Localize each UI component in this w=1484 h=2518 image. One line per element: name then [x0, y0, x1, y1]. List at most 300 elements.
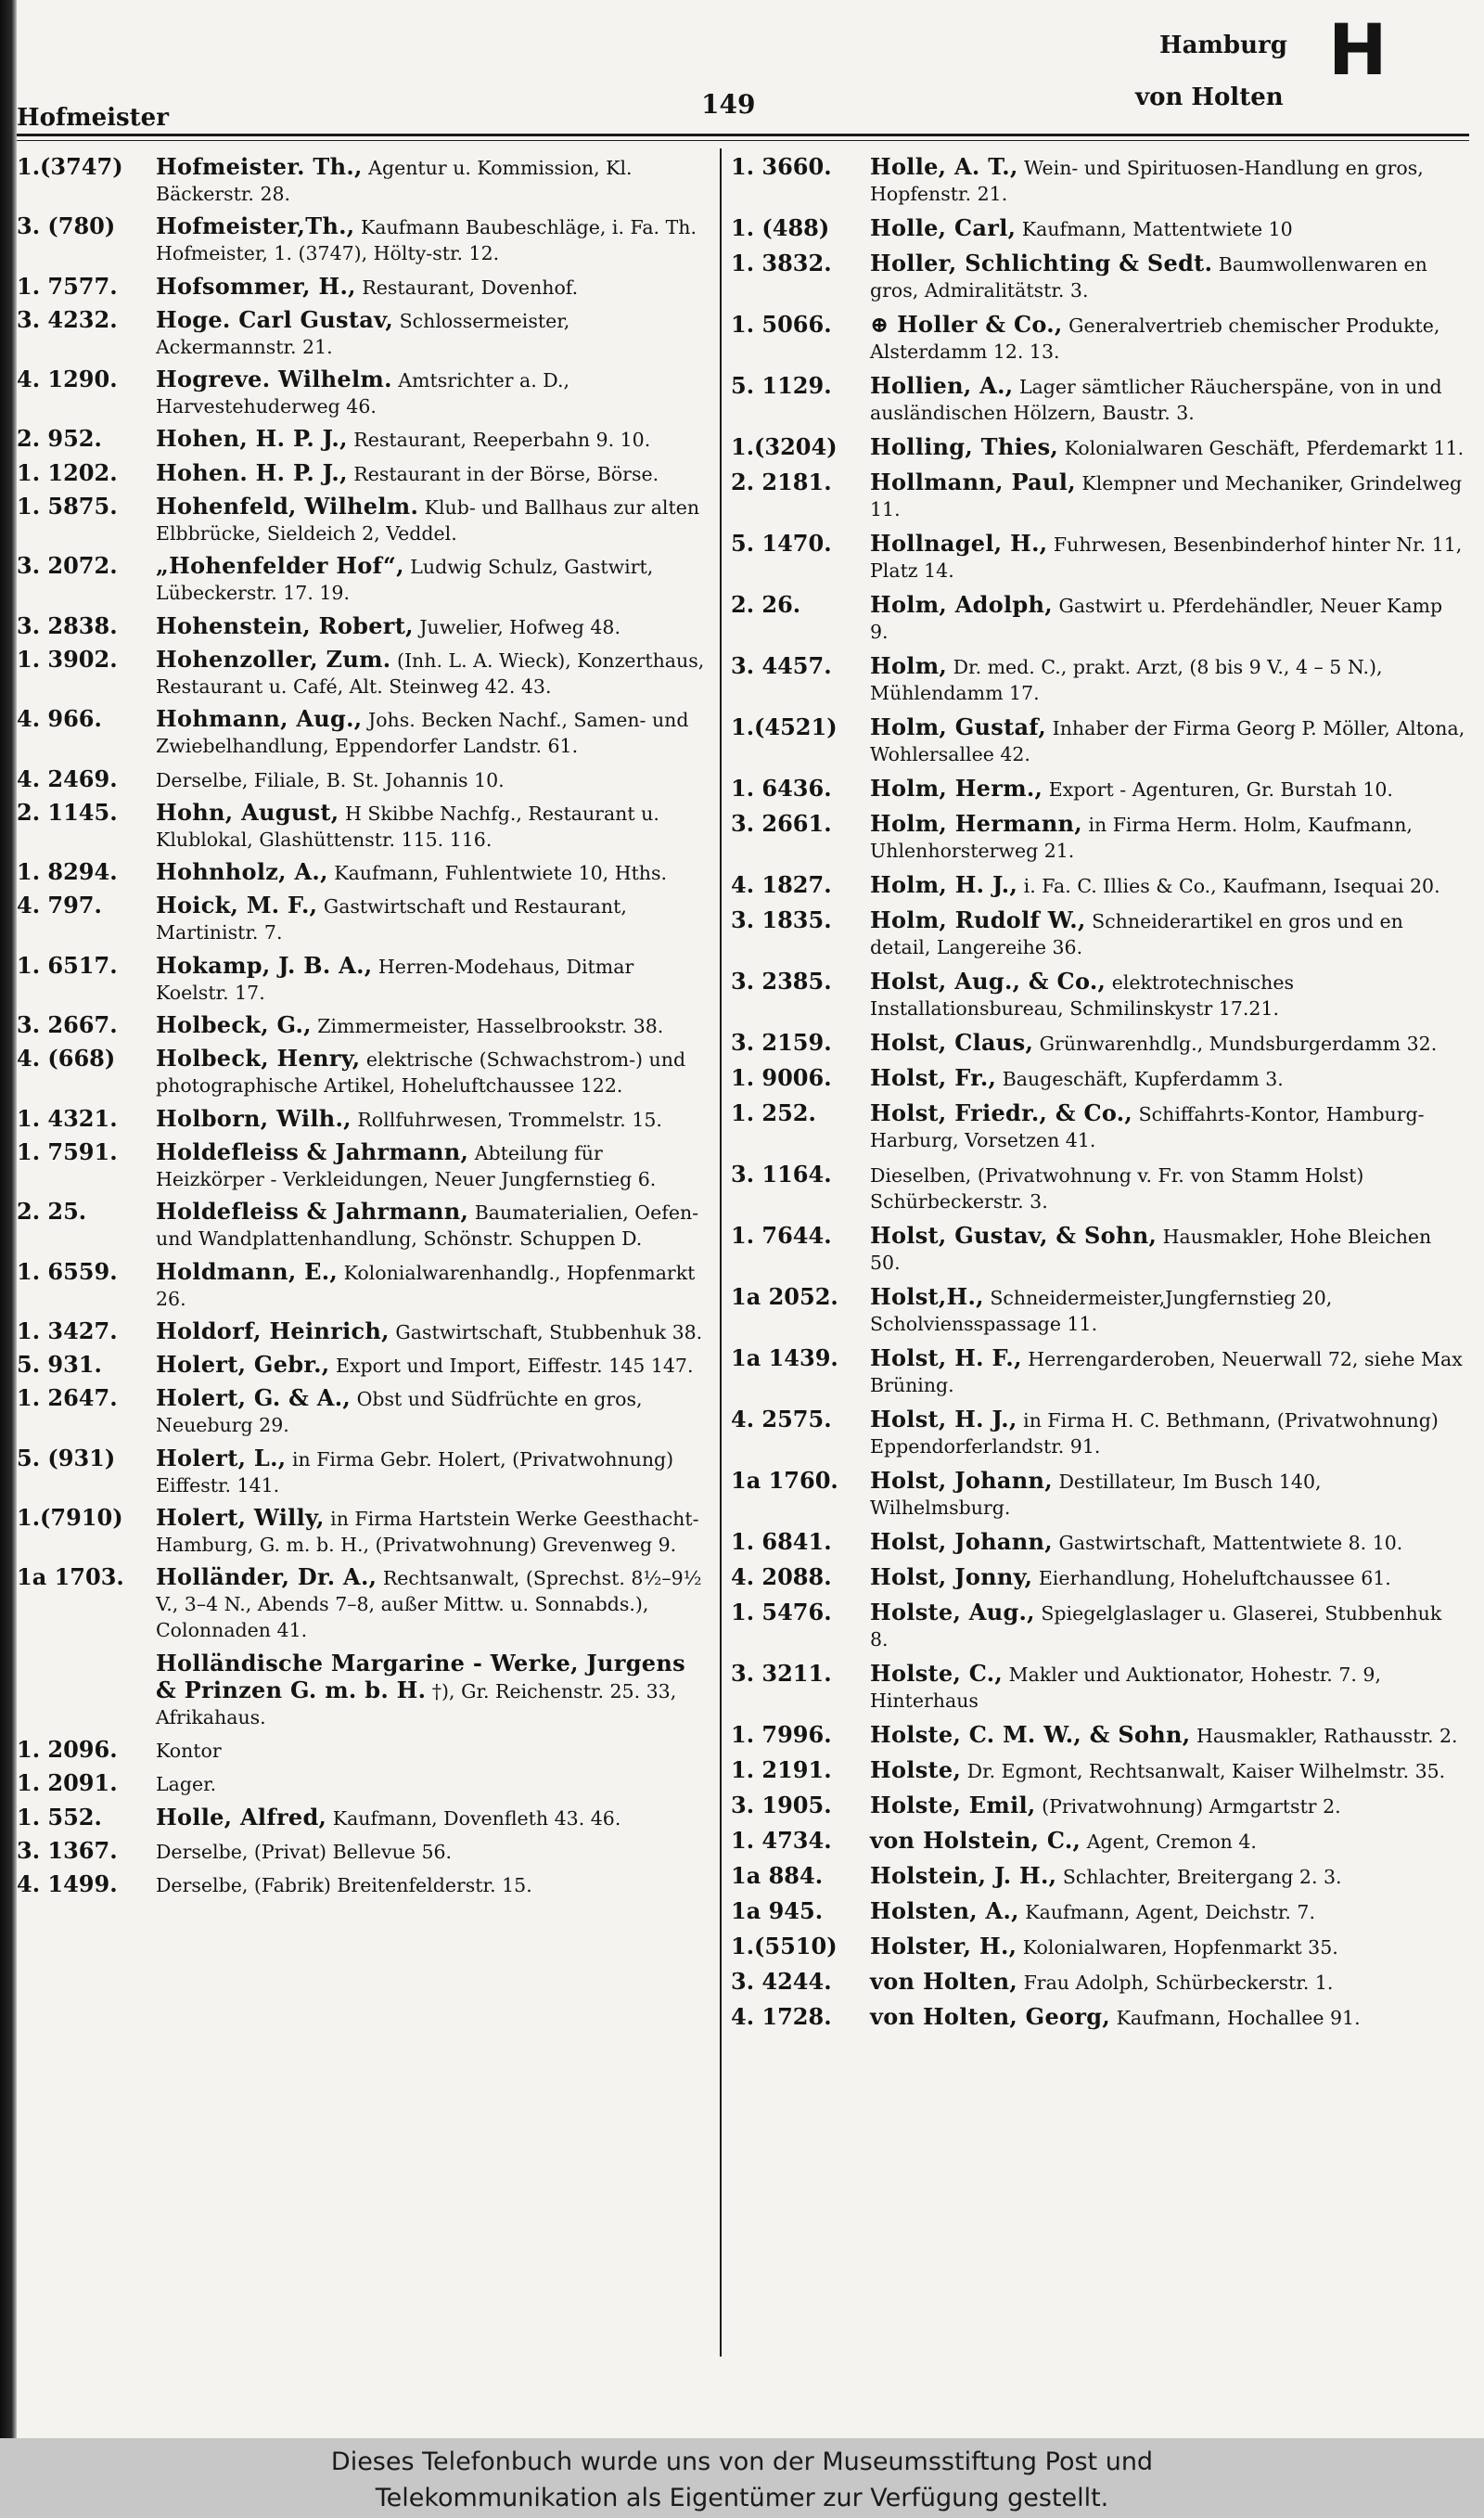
- subscriber-name: Holst, Johann,: [870, 1528, 1053, 1555]
- entry-details: Agent, Cremon 4.: [1086, 1831, 1257, 1853]
- directory-entry: [731, 1722, 1465, 1749]
- directory-entry: [17, 1564, 708, 1643]
- phone-number: 1. 7996.: [731, 1721, 832, 1748]
- directory-entry: [17, 426, 708, 453]
- subscriber-name: Holst, Jonny,: [870, 1563, 1033, 1590]
- phone-number: 1. 2091.: [17, 1769, 118, 1797]
- directory-entry: [731, 907, 1465, 960]
- subscriber-name: Holbeck, Henry,: [156, 1045, 361, 1073]
- phone-number: 1.(5510): [731, 1933, 838, 1959]
- entry-details: Export und Import, Eiffestr. 145 147.: [335, 1355, 694, 1378]
- directory-entry: [17, 766, 708, 793]
- phone-number: 1. 3660.: [731, 153, 832, 180]
- phone-number: 3. 1905.: [731, 1792, 832, 1818]
- entry-details: Spiegelglaslager u. Glaserei, Stubbenhuk 8.: [870, 1602, 1442, 1651]
- subscriber-name: Holste,: [870, 1756, 962, 1783]
- directory-entry: [17, 213, 708, 266]
- phone-number: 1. 2647.: [17, 1384, 118, 1412]
- phone-number: 1. 9006.: [731, 1064, 832, 1091]
- directory-entry: [17, 1046, 708, 1098]
- directory-entry: [731, 251, 1465, 303]
- phone-number: 2. 1145.: [17, 798, 118, 826]
- phone-number: 3. 4232.: [17, 305, 118, 333]
- directory-entry: [731, 776, 1465, 803]
- phone-number: 1. 4321.: [17, 1104, 118, 1132]
- phone-number: 1. 6841.: [731, 1528, 832, 1555]
- left-column: [17, 154, 708, 1905]
- directory-entry: [17, 154, 708, 207]
- directory-entry: [731, 1599, 1465, 1652]
- entry-details: Schiffahrts-Kontor, Hamburg-Harburg, Vorsetzen 41.: [870, 1103, 1425, 1151]
- subscriber-name: von Holten, Georg,: [870, 2003, 1111, 2030]
- phone-number: 1.(7910): [17, 1504, 123, 1532]
- directory-entry: [731, 811, 1465, 864]
- entry-details: Fuhrwesen, Besenbinderhof hinter Nr. 11, Platz 14.: [870, 533, 1463, 582]
- subscriber-name: Holländer, Dr. A.,: [156, 1563, 377, 1591]
- directory-entry: [731, 434, 1465, 461]
- entry-details: Kaufmann, Dovenfleth 43. 46.: [332, 1806, 621, 1830]
- subscriber-name: Holste, Aug.,: [870, 1599, 1035, 1625]
- entry-details: Hausmakler, Rathausstr. 2.: [1196, 1725, 1458, 1747]
- entry-details: Baumwollenwaren en gros, Admiralitätstr. 3.: [870, 253, 1427, 302]
- entry-details: Gastwirtschaft, Mattentwiete 8. 10.: [1058, 1532, 1403, 1554]
- page-number: 149: [701, 89, 756, 120]
- directory-entry: [731, 1661, 1465, 1714]
- subscriber-name: Holste, Emil,: [870, 1792, 1036, 1818]
- entry-details: Rollfuhrwesen, Trommelstr. 15.: [357, 1108, 662, 1131]
- phone-number: 1. 2191.: [731, 1756, 832, 1783]
- directory-entry: [731, 154, 1465, 207]
- subscriber-name: von Holten,: [870, 1968, 1018, 1995]
- running-head-left: Hofmeister: [17, 104, 169, 132]
- entry-details: Agentur u. Kommission, Kl. Bäckerstr. 28.: [156, 157, 633, 205]
- right-column: [731, 154, 1465, 2039]
- directory-entry: [17, 1445, 708, 1498]
- subscriber-name: Holdorf, Heinrich,: [156, 1317, 390, 1344]
- entry-details: Abteilung für Heizkörper - Verkleidungen, Neuer Jungfernstieg 6.: [156, 1141, 657, 1190]
- entry-details: Lager.: [156, 1773, 217, 1796]
- directory-entry: [731, 1284, 1465, 1337]
- directory-entry: [731, 1407, 1465, 1459]
- entry-details: Grünwarenhdlg., Mundsburgerdamm 32.: [1039, 1033, 1438, 1055]
- phone-number: 3. 3211.: [731, 1660, 832, 1687]
- subscriber-name: Holländische Margarine - Werke, Jurgens & Prinzen G. m. b. H.: [156, 1649, 685, 1703]
- entry-details: Schlachter, Breitergang 2. 3.: [1062, 1866, 1342, 1888]
- subscriber-name: Holle, A. T.,: [870, 153, 1018, 180]
- entry-details: Kolonialwaren, Hopfenmarkt 35.: [1022, 1936, 1338, 1959]
- subscriber-name: Hohenzoller, Zum.: [156, 645, 391, 673]
- phone-number: 1. 552.: [17, 1803, 102, 1831]
- subscriber-name: Holm, Hermann,: [870, 810, 1082, 837]
- phone-number: 1. 7577.: [17, 272, 118, 300]
- entry-details: elektrotechnisches Installationsbureau, Schmilinskystr 17.21.: [870, 971, 1294, 1020]
- directory-entry: [17, 1012, 708, 1039]
- entry-details: (Inh. L. A. Wieck), Konzerthaus, Restaurant u. Café, Alt. Steinweg 42. 43.: [156, 649, 705, 698]
- phone-number: 3. 1835.: [731, 906, 832, 933]
- subscriber-name: Holert, L.,: [156, 1444, 287, 1471]
- directory-entry: [731, 1162, 1465, 1214]
- directory-entry: [731, 714, 1465, 767]
- entry-details: Inhaber der Firma Georg P. Möller, Altona, Wohlersallee 42.: [870, 717, 1465, 765]
- running-head-city: Hamburg: [1159, 32, 1287, 59]
- directory-entry: [17, 1737, 708, 1764]
- entry-details: in Firma Gebr. Holert, (Privatwohnung) Eiffestr. 141.: [156, 1447, 674, 1497]
- entry-details: Kolonialwaren Geschäft, Pferdemarkt 11.: [1064, 437, 1465, 459]
- subscriber-name: Holm, Herm.,: [870, 775, 1043, 802]
- entry-details: Johs. Becken Nachf., Samen- und Zwiebelhandlung, Eppendorfer Landstr. 61.: [156, 709, 689, 758]
- header-rule-thin: [17, 140, 1469, 141]
- entry-details: Derselbe, Filiale, B. St. Johannis 10.: [156, 768, 505, 791]
- phone-number: 3. 4457.: [731, 652, 832, 679]
- subscriber-name: Holm, Gustaf,: [870, 713, 1047, 740]
- directory-entry: [731, 1223, 1465, 1276]
- directory-entry: [17, 366, 708, 419]
- phone-number: 1. (488): [731, 214, 830, 241]
- entry-details: Destillateur, Im Busch 140, Wilhelmsburg.: [870, 1471, 1322, 1519]
- subscriber-name: Holm,: [870, 652, 948, 679]
- phone-number: 4. 2469.: [17, 764, 118, 792]
- phone-number: 1. 6559.: [17, 1257, 118, 1285]
- directory-entry: [17, 1871, 708, 1898]
- directory-entry: [731, 215, 1465, 242]
- entry-details: Herrengarderoben, Neuerwall 72, siehe Max Brüning.: [870, 1348, 1463, 1396]
- directory-entry: [17, 460, 708, 487]
- footer-notice: [0, 2438, 1484, 2518]
- entry-details: Eierhandlung, Hoheluftchaussee 61.: [1038, 1567, 1391, 1589]
- entry-details: Schlossermeister, Ackermannstr. 21.: [156, 309, 570, 358]
- directory-entry: [731, 1757, 1465, 1784]
- directory-entry: [731, 1100, 1465, 1153]
- subscriber-name: Holert, Willy,: [156, 1504, 325, 1532]
- subscriber-name: Hohenstein, Robert,: [156, 611, 414, 639]
- subscriber-name: Hoick, M. F.,: [156, 892, 318, 919]
- phone-number: 1. 6436.: [731, 775, 832, 802]
- phone-number: 1. 2096.: [17, 1735, 118, 1763]
- directory-entry: [17, 1106, 708, 1133]
- phone-number: 1. 7591.: [17, 1137, 118, 1165]
- subscriber-name: Hohenfeld, Wilhelm.: [156, 493, 419, 520]
- phone-number: 1a 1760.: [731, 1467, 838, 1494]
- subscriber-name: Holborn, Wilh.,: [156, 1104, 352, 1132]
- entry-details: Zimmermeister, Hasselbrookstr. 38.: [317, 1015, 664, 1038]
- phone-number: 3. 2159.: [731, 1029, 832, 1056]
- phone-number: 1. 7644.: [731, 1222, 832, 1249]
- directory-entry: [731, 531, 1465, 584]
- subscriber-name: Holle, Carl,: [870, 214, 1017, 241]
- directory-entry: [17, 1139, 708, 1192]
- directory-entry: [17, 859, 708, 886]
- directory-entry: [731, 1969, 1465, 1996]
- subscriber-name: Hollnagel, H.,: [870, 530, 1048, 557]
- subscriber-name: Hohen, H. P. J.,: [156, 425, 348, 453]
- subscriber-name: Holsten, A.,: [870, 1897, 1019, 1924]
- subscriber-name: Holm, Adolph,: [870, 591, 1053, 618]
- entry-details: Ludwig Schulz, Gastwirt, Lübeckerstr. 17. 19.: [156, 556, 654, 605]
- directory-entry: [731, 592, 1465, 645]
- entry-details: Schneiderartikel en gros und en detail, Langereihe 36.: [870, 910, 1403, 958]
- section-letter: H: [1328, 8, 1388, 91]
- entry-details: in Firma Hartstein Werke Geesthacht-Hamburg, G. m. b. H., (Privatwohnung) Grevenweg 9.: [156, 1508, 699, 1557]
- directory-entry: [17, 553, 708, 606]
- directory-entry: [731, 1529, 1465, 1556]
- subscriber-name: Holst, H. F.,: [870, 1344, 1022, 1371]
- phone-number: 1a 884.: [731, 1862, 824, 1889]
- phone-number: 1a 2052.: [731, 1283, 838, 1310]
- directory-entry: [731, 1564, 1465, 1591]
- entry-details: Dr. Egmont, Rechtsanwalt, Kaiser Wilhelmstr. 35.: [966, 1760, 1446, 1782]
- subscriber-name: Holstein, J. H.,: [870, 1862, 1057, 1889]
- subscriber-name: Holling, Thies,: [870, 433, 1059, 460]
- entry-details: Restaurant in der Börse, Börse.: [353, 462, 659, 485]
- directory-entry: [731, 373, 1465, 426]
- entry-details: Kaufmann, Mattentwiete 10: [1021, 218, 1293, 240]
- phone-number: 5. 1129.: [731, 372, 832, 399]
- entry-details: Kaufmann Baubeschläge, i. Fa. Th. Hofmeister, 1. (3747), Hölty-str. 12.: [156, 216, 697, 265]
- phone-number: 2. 26.: [731, 591, 801, 618]
- directory-entry: [17, 1352, 708, 1379]
- subscriber-name: Hofmeister. Th.,: [156, 153, 363, 180]
- entry-details: Hausmakler, Hohe Bleichen 50.: [870, 1226, 1432, 1274]
- directory-entry: [17, 893, 708, 945]
- directory-entry: [17, 307, 708, 360]
- subscriber-name: Hollien, A.,: [870, 372, 1014, 399]
- subscriber-name: Hollmann, Paul,: [870, 469, 1076, 495]
- footer-line-2: Telekommunikation als Eigentümer zur Verfügung gestellt.: [375, 2484, 1109, 2512]
- entry-details: Gastwirtschaft, Stubbenhuk 38.: [395, 1320, 703, 1343]
- entry-details: Baugeschäft, Kupferdamm 3.: [1002, 1068, 1284, 1090]
- entry-details: Generalvertrieb chemischer Produkte, Alsterdamm 12. 13.: [870, 315, 1440, 363]
- entry-details: Lager sämtlicher Räucherspäne, von in und ausländischen Hölzern, Baustr. 3.: [870, 376, 1442, 424]
- subscriber-name: Holster, H.,: [870, 1933, 1017, 1959]
- phone-number: 1. 5066.: [731, 311, 832, 338]
- subscriber-name: Holbeck, G.,: [156, 1011, 312, 1039]
- entry-details: Gastwirt u. Pferdehändler, Neuer Kamp 9.: [870, 595, 1443, 643]
- phone-number: 1. 4734.: [731, 1827, 832, 1854]
- subscriber-name: Holst, Friedr., & Co.,: [870, 1099, 1133, 1126]
- directory-entry: [17, 1385, 708, 1438]
- phone-number: 4. 1827.: [731, 871, 832, 898]
- entry-details: Derselbe, (Privat) Bellevue 56.: [156, 1840, 453, 1863]
- phone-number: 4. (668): [17, 1045, 116, 1073]
- directory-entry: [17, 1199, 708, 1252]
- subscriber-name: Hogreve. Wilhelm.: [156, 366, 392, 393]
- phone-number: 1. 8294.: [17, 858, 118, 886]
- directory-entry: [17, 1505, 708, 1558]
- phone-number: 3. 2661.: [731, 810, 832, 837]
- book-binding-edge: [0, 0, 17, 2438]
- entry-details: Baumaterialien, Oefen- und Wandplattenhandlung, Schönstr. Schuppen D.: [156, 1201, 699, 1251]
- entry-details: in Firma H. C. Bethmann, (Privatwohnung) Eppendorferlandstr. 91.: [870, 1409, 1439, 1458]
- entry-details: Kaufmann, Fuhlentwiete 10, Hths.: [334, 862, 668, 885]
- subscriber-name: Holm, H. J.,: [870, 871, 1018, 898]
- phone-number: 3. 1367.: [17, 1836, 118, 1864]
- entry-details: (Privatwohnung) Armgartstr 2.: [1042, 1795, 1341, 1818]
- phone-number: 1. 6517.: [17, 951, 118, 979]
- phone-number: 4. 797.: [17, 892, 102, 919]
- phone-number: 4. 2575.: [731, 1406, 832, 1432]
- phone-number: 1a 945.: [731, 1897, 824, 1924]
- entry-details: Restaurant, Reeperbahn 9. 10.: [353, 429, 651, 452]
- phone-number: 4. 1499.: [17, 1870, 118, 1898]
- subscriber-name: Holert, G. & A.,: [156, 1384, 352, 1412]
- phone-number: 3. 4244.: [731, 1968, 832, 1995]
- phone-number: 1. 1202.: [17, 458, 118, 486]
- subscriber-name: Holert, Gebr.,: [156, 1351, 330, 1379]
- entry-details: Dieselben, (Privatwohnung v. Fr. von Stamm Holst) Schürbeckerstr. 3.: [870, 1164, 1364, 1213]
- entry-details: Restaurant, Dovenhof.: [362, 276, 579, 299]
- directory-entry: [17, 494, 708, 546]
- phone-number: 3. 2385.: [731, 968, 832, 995]
- entry-details: Export - Agenturen, Gr. Burstah 10.: [1048, 778, 1393, 801]
- phone-number: 1. 3832.: [731, 250, 832, 276]
- entry-details: Obst und Südfrüchte en gros, Neueburg 29.: [156, 1388, 643, 1437]
- subscriber-name: Hohmann, Aug.,: [156, 705, 363, 733]
- entry-details: Gastwirtschaft und Restaurant, Martinistr. 7.: [156, 895, 627, 944]
- entry-details: Juwelier, Hofweg 48.: [419, 615, 620, 638]
- directory-entry: [731, 1828, 1465, 1855]
- entry-details: Kaufmann, Hochallee 91.: [1116, 2007, 1361, 2029]
- phone-number: 1. 252.: [731, 1099, 816, 1126]
- entry-details: Schneidermeister,Jungfernstieg 20, Scholviensspassage 11.: [870, 1287, 1333, 1335]
- entry-details: Klempner und Mechaniker, Grindelweg 11.: [870, 472, 1463, 520]
- directory-entry: [17, 1805, 708, 1831]
- subscriber-name: Holst, H. J.,: [870, 1406, 1017, 1432]
- entry-details: Makler und Auktionator, Hohestr. 7. 9, Hinterhaus: [870, 1664, 1381, 1712]
- phone-number: 1.(4521): [731, 713, 838, 740]
- phone-number: 1.(3747): [17, 153, 123, 180]
- phone-number: 4. 2088.: [731, 1563, 832, 1590]
- entry-details: in Firma Herm. Holm, Kaufmann, Uhlenhorsterweg 21.: [870, 814, 1413, 862]
- directory-entry: [17, 1838, 708, 1865]
- phone-number: 4. 966.: [17, 705, 102, 733]
- subscriber-name: Holdmann, E.,: [156, 1257, 339, 1285]
- phone-number: 1a 1439.: [731, 1344, 838, 1371]
- directory-entry: [731, 969, 1465, 1021]
- directory-entry: [17, 1259, 708, 1312]
- subscriber-name: Holm, Rudolf W.,: [870, 906, 1086, 933]
- directory-entry: [731, 1792, 1465, 1819]
- subscriber-name: von Holstein, C.,: [870, 1827, 1081, 1854]
- subscriber-name: Hofsommer, H.,: [156, 272, 356, 300]
- phone-number: 2. 2181.: [731, 469, 832, 495]
- phone-number: 1. 3902.: [17, 645, 118, 673]
- directory-entry: [17, 1651, 708, 1730]
- directory-entry: [731, 1468, 1465, 1521]
- phone-number: 2. 952.: [17, 425, 102, 453]
- entry-details: Kolonialwarenhandlg., Hopfenmarkt 26.: [156, 1261, 696, 1310]
- directory-entry: [731, 653, 1465, 706]
- phone-number: 3. 1164.: [731, 1161, 832, 1188]
- directory-entry: [17, 274, 708, 301]
- directory-entry: [17, 1770, 708, 1797]
- column-divider: [720, 148, 722, 2357]
- phone-number: 5. 1470.: [731, 530, 832, 557]
- entry-details: Wein- und Spirituosen-Handlung en gros, Hopfenstr. 21.: [870, 157, 1424, 205]
- subscriber-name: Holste, C.,: [870, 1660, 1004, 1687]
- subscriber-name: Holdefleiss & Jahrmann,: [156, 1137, 469, 1165]
- entry-details: Klub- und Ballhaus zur alten Elbbrücke, Sieldeich 2, Veddel.: [156, 496, 700, 546]
- footer-line-1: Dieses Telefonbuch wurde uns von der Museumsstiftung Post und: [330, 2447, 1154, 2476]
- entry-details: Derselbe, (Fabrik) Breitenfelderstr. 15.: [156, 1874, 532, 1897]
- directory-entry: [17, 1318, 708, 1345]
- phone-number: 2. 25.: [17, 1198, 87, 1226]
- phone-number: 1. 5476.: [731, 1599, 832, 1625]
- entry-details: Herren-Modehaus, Ditmar Koelstr. 17.: [156, 955, 634, 1004]
- entry-details: Kontor: [156, 1739, 222, 1762]
- entry-details: †), Gr. Reichenstr. 25. 33, Afrikahaus.: [156, 1679, 677, 1728]
- subscriber-name: Hohn, August,: [156, 798, 339, 826]
- directory-page: [17, 0, 1484, 2438]
- directory-entry: [17, 613, 708, 640]
- entry-details: Amtsrichter a. D., Harvestehuderweg 46.: [156, 369, 570, 418]
- directory-entry: [17, 800, 708, 853]
- subscriber-name: Holdefleiss & Jahrmann,: [156, 1198, 469, 1226]
- subscriber-name: „Hohenfelder Hof“,: [156, 552, 404, 580]
- directory-entry: [731, 1030, 1465, 1057]
- subscriber-name: Holst, Aug., & Co.,: [870, 968, 1107, 995]
- entry-details: Frau Adolph, Schürbeckerstr. 1.: [1023, 1972, 1334, 1994]
- entry-details: Rechtsanwalt, (Sprechst. 8½–9½ V., 3–4 N., Abends 7–8, außer Mittw. u. Sonnabds.), Colonnaden 41.: [156, 1567, 702, 1642]
- phone-number: 1.(3204): [731, 433, 838, 460]
- directory-entry: [17, 647, 708, 700]
- entry-details: Dr. med. C., prakt. Arzt, (8 bis 9 V., 4 – 5 N.), Mühlendamm 17.: [870, 656, 1383, 704]
- subscriber-name: Hohnholz, A.,: [156, 858, 328, 886]
- phone-number: 4. 1728.: [731, 2003, 832, 2030]
- subscriber-name: Holst, Johann,: [870, 1467, 1053, 1494]
- directory-entry: [731, 1065, 1465, 1092]
- phone-number: 5. 931.: [17, 1351, 102, 1379]
- phone-number: 1a 1703.: [17, 1563, 124, 1591]
- subscriber-name: ⊕ Holler & Co.,: [870, 311, 1063, 338]
- entry-details: i. Fa. C. Illies & Co., Kaufmann, Isequai 20.: [1023, 875, 1440, 897]
- phone-number: 3. (780): [17, 212, 116, 240]
- subscriber-name: Hofmeister,Th.,: [156, 212, 355, 240]
- directory-entry: [731, 1863, 1465, 1890]
- entry-details: elektrische (Schwachstrom-) und photographische Artikel, Hoheluftchaussee 122.: [156, 1048, 686, 1098]
- subscriber-name: Holst, Gustav, & Sohn,: [870, 1222, 1158, 1249]
- subscriber-name: Hohen. H. P. J.,: [156, 458, 348, 486]
- directory-entry: [731, 469, 1465, 522]
- entry-details: H Skibbe Nachfg., Restaurant u. Klublokal, Glashüttenstr. 115. 116.: [156, 802, 659, 851]
- subscriber-name: Hokamp, J. B. A.,: [156, 951, 373, 979]
- running-head-right: von Holten: [1135, 84, 1284, 111]
- directory-entry: [17, 706, 708, 759]
- directory-entry: [731, 1898, 1465, 1925]
- phone-number: 4. 1290.: [17, 366, 118, 393]
- directory-entry: [731, 1933, 1465, 1960]
- phone-number: 3. 2838.: [17, 611, 118, 639]
- phone-number: 1. 5875.: [17, 493, 118, 520]
- directory-entry: [17, 953, 708, 1006]
- subscriber-name: Hoge. Carl Gustav,: [156, 305, 394, 333]
- directory-entry: [731, 872, 1465, 899]
- subscriber-name: Holst, Claus,: [870, 1029, 1034, 1056]
- header-rule: [17, 134, 1469, 136]
- phone-number: 3. 2072.: [17, 552, 118, 580]
- subscriber-name: Holler, Schlichting & Sedt.: [870, 250, 1213, 276]
- entry-details: Kaufmann, Agent, Deichstr. 7.: [1025, 1901, 1315, 1923]
- phone-number: 3. 2667.: [17, 1011, 118, 1039]
- directory-entry: [731, 312, 1465, 365]
- subscriber-name: Holle, Alfred,: [156, 1803, 327, 1831]
- phone-number: 5. (931): [17, 1444, 116, 1471]
- phone-number: 1. 3427.: [17, 1317, 118, 1344]
- directory-entry: [731, 1345, 1465, 1398]
- subscriber-name: Holste, C. M. W., & Sohn,: [870, 1721, 1191, 1748]
- directory-entry: [731, 2004, 1465, 2031]
- subscriber-name: Holst, Fr.,: [870, 1064, 997, 1091]
- subscriber-name: Holst,H.,: [870, 1283, 984, 1310]
